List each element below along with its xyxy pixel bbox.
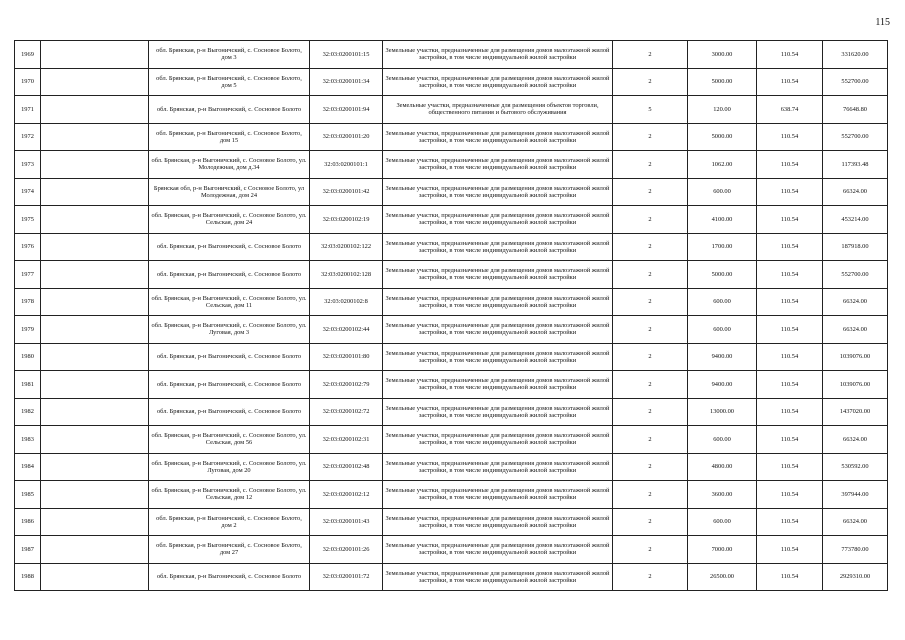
blank-cell	[41, 151, 149, 179]
blank-cell	[41, 178, 149, 206]
row-number-cell: 1977	[15, 261, 41, 289]
rate-cell: 110.54	[757, 151, 823, 179]
area-cell: 600.00	[688, 316, 757, 344]
address-cell: обл. Брянская, р-н Выгоничский, с. Сосновое Болото	[149, 371, 310, 399]
row-number-cell: 1986	[15, 508, 41, 536]
row-number-cell: 1988	[15, 563, 41, 591]
page-number: 115	[875, 17, 890, 28]
table-row	[15, 68, 888, 96]
land-use-cell: Земельные участки, предназначенные для размещения домов малоэтажной жилой застройки, в том числе индивидуальной жилой застройки	[383, 41, 613, 69]
land-use-cell: Земельные участки, предназначенные для размещения домов малоэтажной жилой застройки, в том числе индивидуальной жилой застройки	[383, 481, 613, 509]
area-cell: 5000.00	[688, 261, 757, 289]
address-cell: обл. Брянская, р-н Выгоничский, с. Сосновое Болото, ул. Сельская, дом 56	[149, 426, 310, 454]
area-cell: 5000.00	[688, 123, 757, 151]
cadastral-value-cell: 2929310.00	[823, 563, 888, 591]
cadastral-number-cell: 32:03:0200101:34	[310, 68, 383, 96]
table-row	[15, 508, 888, 536]
cadastral-value-cell: 117393.48	[823, 151, 888, 179]
rate-cell: 110.54	[757, 536, 823, 564]
address-cell: обл. Брянская, р-н Выгоничский, с. Сосновое Болото, ул. Луговая, дом 3	[149, 316, 310, 344]
area-cell: 9400.00	[688, 371, 757, 399]
rate-cell: 638.74	[757, 96, 823, 124]
address-cell: обл. Брянская, р-н Выгоничский, с. Сосновое Болото	[149, 233, 310, 261]
land-register-table	[14, 40, 888, 591]
address-cell: обл. Брянская, р-н Выгоничский, с. Сосновое Болото, ул. Сельская, дом 24	[149, 206, 310, 234]
cadastral-value-cell: 66324.00	[823, 288, 888, 316]
cadastral-value-cell: 66324.00	[823, 316, 888, 344]
cadastral-number-cell: 32:03:0200101:15	[310, 41, 383, 69]
cadastral-number-cell: 32:03:0200102:48	[310, 453, 383, 481]
group-code-cell: 2	[613, 41, 688, 69]
cadastral-number-cell: 32:03:0200101:43	[310, 508, 383, 536]
area-cell: 120.00	[688, 96, 757, 124]
table-row	[15, 316, 888, 344]
cadastral-number-cell: 32:03:0200101:72	[310, 563, 383, 591]
blank-cell	[41, 316, 149, 344]
address-cell: обл. Брянская, р-н Выгоничский, с. Сосновое Болото, дом 2	[149, 508, 310, 536]
rate-cell: 110.54	[757, 316, 823, 344]
area-cell: 5000.00	[688, 68, 757, 96]
land-use-cell: Земельные участки, предназначенные для размещения домов малоэтажной жилой застройки, в том числе индивидуальной жилой застройки	[383, 343, 613, 371]
group-code-cell: 2	[613, 371, 688, 399]
rate-cell: 110.54	[757, 453, 823, 481]
group-code-cell: 2	[613, 508, 688, 536]
cadastral-number-cell: 32:03:0200101:1	[310, 151, 383, 179]
row-number-cell: 1976	[15, 233, 41, 261]
row-number-cell: 1972	[15, 123, 41, 151]
group-code-cell: 2	[613, 316, 688, 344]
row-number-cell: 1979	[15, 316, 41, 344]
area-cell: 4800.00	[688, 453, 757, 481]
table-row	[15, 96, 888, 124]
cadastral-value-cell: 76648.80	[823, 96, 888, 124]
group-code-cell: 2	[613, 261, 688, 289]
blank-cell	[41, 206, 149, 234]
cadastral-value-cell: 66324.00	[823, 426, 888, 454]
group-code-cell: 2	[613, 481, 688, 509]
rate-cell: 110.54	[757, 481, 823, 509]
blank-cell	[41, 96, 149, 124]
address-cell: обл. Брянская, р-н Выгоничский, с. Сосновое Болото	[149, 563, 310, 591]
land-use-cell: Земельные участки, предназначенные для размещения домов малоэтажной жилой застройки, в том числе индивидуальной жилой застройки	[383, 178, 613, 206]
table-row	[15, 453, 888, 481]
land-use-cell: Земельные участки, предназначенные для размещения домов малоэтажной жилой застройки, в том числе индивидуальной жилой застройки	[383, 151, 613, 179]
land-use-cell: Земельные участки, предназначенные для размещения домов малоэтажной жилой застройки, в том числе индивидуальной жилой застройки	[383, 68, 613, 96]
land-use-cell: Земельные участки, предназначенные для размещения объектов торговли, общественного питания и бытового обслуживания	[383, 96, 613, 124]
cadastral-number-cell: 32:03:0200102:19	[310, 206, 383, 234]
area-cell: 600.00	[688, 508, 757, 536]
cadastral-value-cell: 397944.00	[823, 481, 888, 509]
table-row	[15, 178, 888, 206]
blank-cell	[41, 233, 149, 261]
cadastral-number-cell: 32:03:0200101:42	[310, 178, 383, 206]
address-cell: обл. Брянская, р-н Выгоничский, с. Сосновое Болото	[149, 343, 310, 371]
group-code-cell: 2	[613, 233, 688, 261]
table-row	[15, 563, 888, 591]
address-cell: обл. Брянская, р-н Выгоничский, с. Сосновое Болото, дом 5	[149, 68, 310, 96]
group-code-cell: 2	[613, 536, 688, 564]
area-cell: 26500.00	[688, 563, 757, 591]
rate-cell: 110.54	[757, 563, 823, 591]
rate-cell: 110.54	[757, 426, 823, 454]
row-number-cell: 1973	[15, 151, 41, 179]
land-use-cell: Земельные участки, предназначенные для размещения домов малоэтажной жилой застройки, в том числе индивидуальной жилой застройки	[383, 261, 613, 289]
address-cell: обл. Брянская, р-н Выгоничский, с. Сосновое Болото, ул. Сельская, дом 11	[149, 288, 310, 316]
group-code-cell: 2	[613, 398, 688, 426]
row-number-cell: 1984	[15, 453, 41, 481]
area-cell: 1062.00	[688, 151, 757, 179]
group-code-cell: 2	[613, 453, 688, 481]
cadastral-number-cell: 32:03:0200102:72	[310, 398, 383, 426]
table-row	[15, 398, 888, 426]
cadastral-value-cell: 552700.00	[823, 68, 888, 96]
address-cell: обл. Брянская, р-н Выгоничский, с. Сосновое Болото, дом 15	[149, 123, 310, 151]
rate-cell: 110.54	[757, 41, 823, 69]
group-code-cell: 2	[613, 426, 688, 454]
cadastral-number-cell: 32:03:0200101:20	[310, 123, 383, 151]
address-cell: обл. Брянская, р-н Выгоничский, с. Сосновое Болото, ул. Молодежная, дом д.34	[149, 151, 310, 179]
row-number-cell: 1985	[15, 481, 41, 509]
cadastral-value-cell: 331620.00	[823, 41, 888, 69]
cadastral-number-cell: 32:03:0200102:79	[310, 371, 383, 399]
rate-cell: 110.54	[757, 233, 823, 261]
cadastral-value-cell: 453214.00	[823, 206, 888, 234]
row-number-cell: 1981	[15, 371, 41, 399]
address-cell: обл. Брянская, р-н Выгоничский, с. Сосновое Болото, дом 27	[149, 536, 310, 564]
cadastral-value-cell: 530592.00	[823, 453, 888, 481]
blank-cell	[41, 68, 149, 96]
land-use-cell: Земельные участки, предназначенные для размещения домов малоэтажной жилой застройки, в том числе индивидуальной жилой застройки	[383, 563, 613, 591]
group-code-cell: 2	[613, 151, 688, 179]
land-use-cell: Земельные участки, предназначенные для размещения домов малоэтажной жилой застройки, в том числе индивидуальной жилой застройки	[383, 206, 613, 234]
land-use-cell: Земельные участки, предназначенные для размещения домов малоэтажной жилой застройки, в том числе индивидуальной жилой застройки	[383, 288, 613, 316]
land-use-cell: Земельные участки, предназначенные для размещения домов малоэтажной жилой застройки, в том числе индивидуальной жилой застройки	[383, 316, 613, 344]
rate-cell: 110.54	[757, 288, 823, 316]
blank-cell	[41, 41, 149, 69]
blank-cell	[41, 398, 149, 426]
table-row	[15, 261, 888, 289]
address-cell: обл. Брянская, р-н Выгоничский, с. Сосновое Болото, ул. Луговая, дом 20	[149, 453, 310, 481]
table-row	[15, 536, 888, 564]
area-cell: 1700.00	[688, 233, 757, 261]
rate-cell: 110.54	[757, 343, 823, 371]
land-use-cell: Земельные участки, предназначенные для размещения домов малоэтажной жилой застройки, в том числе индивидуальной жилой застройки	[383, 123, 613, 151]
cadastral-number-cell: 32:03:0200101:94	[310, 96, 383, 124]
blank-cell	[41, 343, 149, 371]
area-cell: 9400.00	[688, 343, 757, 371]
land-use-cell: Земельные участки, предназначенные для размещения домов малоэтажной жилой застройки, в том числе индивидуальной жилой застройки	[383, 426, 613, 454]
land-use-cell: Земельные участки, предназначенные для размещения домов малоэтажной жилой застройки, в том числе индивидуальной жилой застройки	[383, 233, 613, 261]
cadastral-number-cell: 32:03:0200102:128	[310, 261, 383, 289]
blank-cell	[41, 453, 149, 481]
address-cell: обл. Брянская, р-н Выгоничский, с. Сосновое Болото	[149, 398, 310, 426]
area-cell: 4100.00	[688, 206, 757, 234]
table-row	[15, 233, 888, 261]
group-code-cell: 2	[613, 68, 688, 96]
address-cell: обл. Брянская, р-н Выгоничский, с. Сосновое Болото	[149, 96, 310, 124]
land-use-cell: Земельные участки, предназначенные для размещения домов малоэтажной жилой застройки, в том числе индивидуальной жилой застройки	[383, 508, 613, 536]
row-number-cell: 1974	[15, 178, 41, 206]
row-number-cell: 1983	[15, 426, 41, 454]
cadastral-number-cell: 32:03:0200102:31	[310, 426, 383, 454]
group-code-cell: 5	[613, 96, 688, 124]
blank-cell	[41, 123, 149, 151]
rate-cell: 110.54	[757, 178, 823, 206]
blank-cell	[41, 288, 149, 316]
rate-cell: 110.54	[757, 398, 823, 426]
row-number-cell: 1969	[15, 41, 41, 69]
blank-cell	[41, 536, 149, 564]
table-row	[15, 343, 888, 371]
rate-cell: 110.54	[757, 123, 823, 151]
cadastral-number-cell: 32:03:0200102:8	[310, 288, 383, 316]
table-row	[15, 371, 888, 399]
blank-cell	[41, 508, 149, 536]
table-row	[15, 41, 888, 69]
table-row	[15, 288, 888, 316]
row-number-cell: 1970	[15, 68, 41, 96]
land-use-cell: Земельные участки, предназначенные для размещения домов малоэтажной жилой застройки, в том числе индивидуальной жилой застройки	[383, 536, 613, 564]
address-cell: обл. Брянская, р-н Выгоничский, с. Сосновое Болото, ул. Сельская, дом 12	[149, 481, 310, 509]
table-row	[15, 481, 888, 509]
land-use-cell: Земельные участки, предназначенные для размещения домов малоэтажной жилой застройки, в том числе индивидуальной жилой застройки	[383, 398, 613, 426]
rate-cell: 110.54	[757, 206, 823, 234]
row-number-cell: 1982	[15, 398, 41, 426]
address-cell: обл. Брянская, р-н Выгоничский, с. Сосновое Болото	[149, 261, 310, 289]
area-cell: 600.00	[688, 426, 757, 454]
rate-cell: 110.54	[757, 261, 823, 289]
area-cell: 600.00	[688, 288, 757, 316]
group-code-cell: 2	[613, 123, 688, 151]
cadastral-value-cell: 773780.00	[823, 536, 888, 564]
area-cell: 3600.00	[688, 481, 757, 509]
blank-cell	[41, 481, 149, 509]
address-cell: обл. Брянская, р-н Выгоничский, с. Сосновое Болото, дом 3	[149, 41, 310, 69]
cadastral-number-cell: 32:03:0200102:12	[310, 481, 383, 509]
area-cell: 3000.00	[688, 41, 757, 69]
address-cell: Брянская обл, р-н Выгоничский, с Сосновое Болото, ул Молодежная, дом 24	[149, 178, 310, 206]
group-code-cell: 2	[613, 563, 688, 591]
cadastral-number-cell: 32:03:0200102:122	[310, 233, 383, 261]
cadastral-value-cell: 66324.00	[823, 178, 888, 206]
blank-cell	[41, 426, 149, 454]
table-row	[15, 151, 888, 179]
row-number-cell: 1975	[15, 206, 41, 234]
cadastral-value-cell: 552700.00	[823, 261, 888, 289]
cadastral-number-cell: 32:03:0200101:26	[310, 536, 383, 564]
rate-cell: 110.54	[757, 508, 823, 536]
area-cell: 7000.00	[688, 536, 757, 564]
cadastral-value-cell: 187918.00	[823, 233, 888, 261]
table-row	[15, 206, 888, 234]
row-number-cell: 1980	[15, 343, 41, 371]
area-cell: 600.00	[688, 178, 757, 206]
area-cell: 13000.00	[688, 398, 757, 426]
rate-cell: 110.54	[757, 68, 823, 96]
row-number-cell: 1987	[15, 536, 41, 564]
cadastral-value-cell: 1039076.00	[823, 371, 888, 399]
group-code-cell: 2	[613, 178, 688, 206]
register-body	[15, 41, 888, 591]
land-use-cell: Земельные участки, предназначенные для размещения домов малоэтажной жилой застройки, в том числе индивидуальной жилой застройки	[383, 371, 613, 399]
cadastral-number-cell: 32:03:0200101:80	[310, 343, 383, 371]
group-code-cell: 2	[613, 343, 688, 371]
cadastral-number-cell: 32:03:0200102:44	[310, 316, 383, 344]
cadastral-value-cell: 66324.00	[823, 508, 888, 536]
table-row	[15, 426, 888, 454]
cadastral-value-cell: 1039076.00	[823, 343, 888, 371]
group-code-cell: 2	[613, 288, 688, 316]
rate-cell: 110.54	[757, 371, 823, 399]
row-number-cell: 1978	[15, 288, 41, 316]
cadastral-value-cell: 1437020.00	[823, 398, 888, 426]
blank-cell	[41, 261, 149, 289]
land-use-cell: Земельные участки, предназначенные для размещения домов малоэтажной жилой застройки, в том числе индивидуальной жилой застройки	[383, 453, 613, 481]
cadastral-value-cell: 552700.00	[823, 123, 888, 151]
blank-cell	[41, 371, 149, 399]
row-number-cell: 1971	[15, 96, 41, 124]
table-row	[15, 123, 888, 151]
blank-cell	[41, 563, 149, 591]
group-code-cell: 2	[613, 206, 688, 234]
